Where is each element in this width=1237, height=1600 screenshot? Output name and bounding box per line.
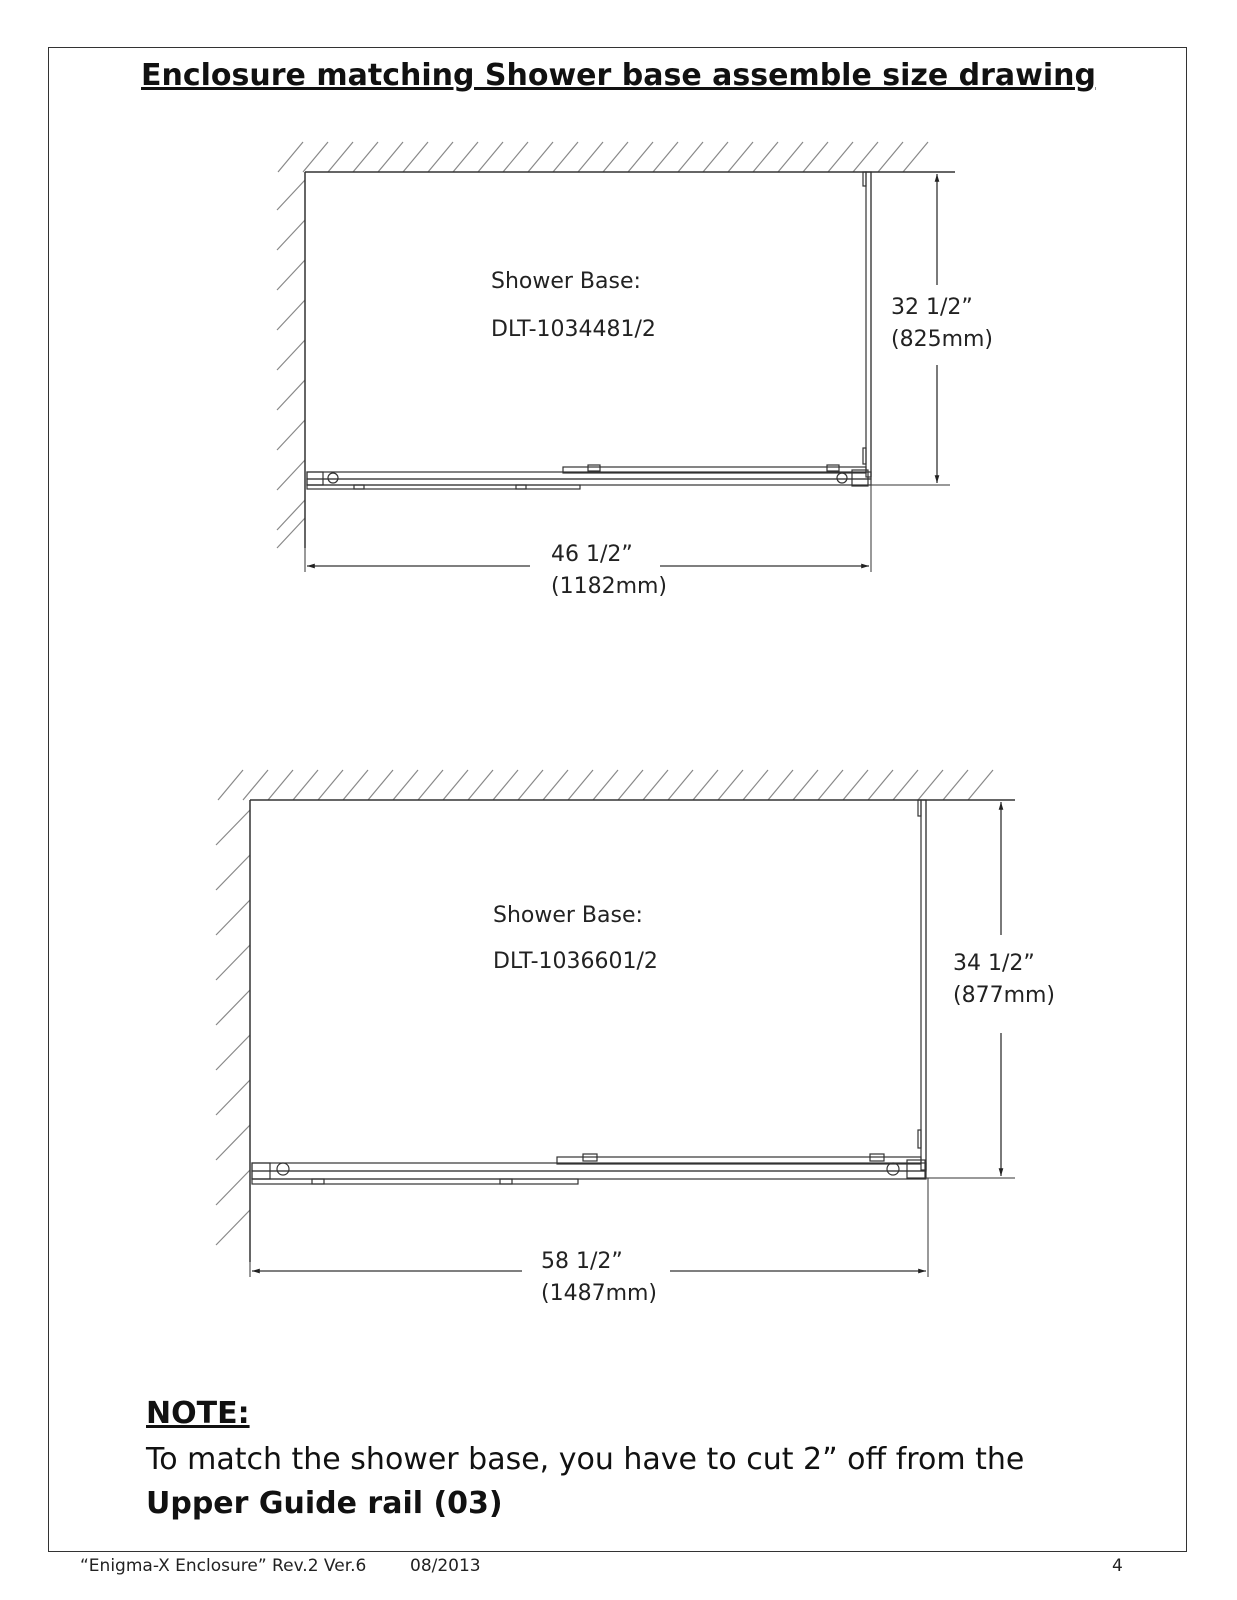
note-heading: NOTE:	[146, 1396, 250, 1431]
note-text-plain: To match the shower base, you have to cut 2” off from the	[146, 1442, 1025, 1477]
wall-hatch-top-2	[218, 770, 993, 800]
footer-document: “Enigma-X Enclosure” Rev.2 Ver.6	[80, 1556, 367, 1576]
diagram-1	[277, 142, 955, 572]
wall-hatch-left-1	[277, 180, 305, 548]
diagram-2	[216, 770, 1015, 1277]
note-text-bold: Upper Guide rail (03)	[146, 1485, 503, 1521]
shower-base-model-2: DLT-1036601/2	[493, 949, 658, 974]
page-title: Enclosure matching Shower base assemble size drawing	[141, 58, 1096, 93]
wall-hatch-top-1	[278, 142, 928, 172]
depth-mm-1: (825mm)	[891, 327, 994, 352]
width-mm-1: (1182mm)	[551, 574, 668, 599]
depth-inches-2: 34 1/2”	[953, 951, 1035, 976]
wall-hatch-left-2	[216, 810, 250, 1245]
width-inches-1: 46 1/2”	[551, 542, 633, 567]
shower-base-label-1: Shower Base:	[491, 269, 641, 294]
width-mm-2: (1487mm)	[541, 1281, 658, 1306]
width-inches-2: 58 1/2”	[541, 1249, 623, 1274]
shower-base-model-1: DLT-1034481/2	[491, 317, 656, 342]
shower-base-label-2: Shower Base:	[493, 903, 643, 928]
depth-mm-2: (877mm)	[953, 983, 1056, 1008]
depth-inches-1: 32 1/2”	[891, 295, 973, 320]
note-text	[146, 1438, 1126, 1525]
footer-date: 08/2013	[410, 1556, 481, 1576]
page-number: 4	[1112, 1556, 1123, 1576]
